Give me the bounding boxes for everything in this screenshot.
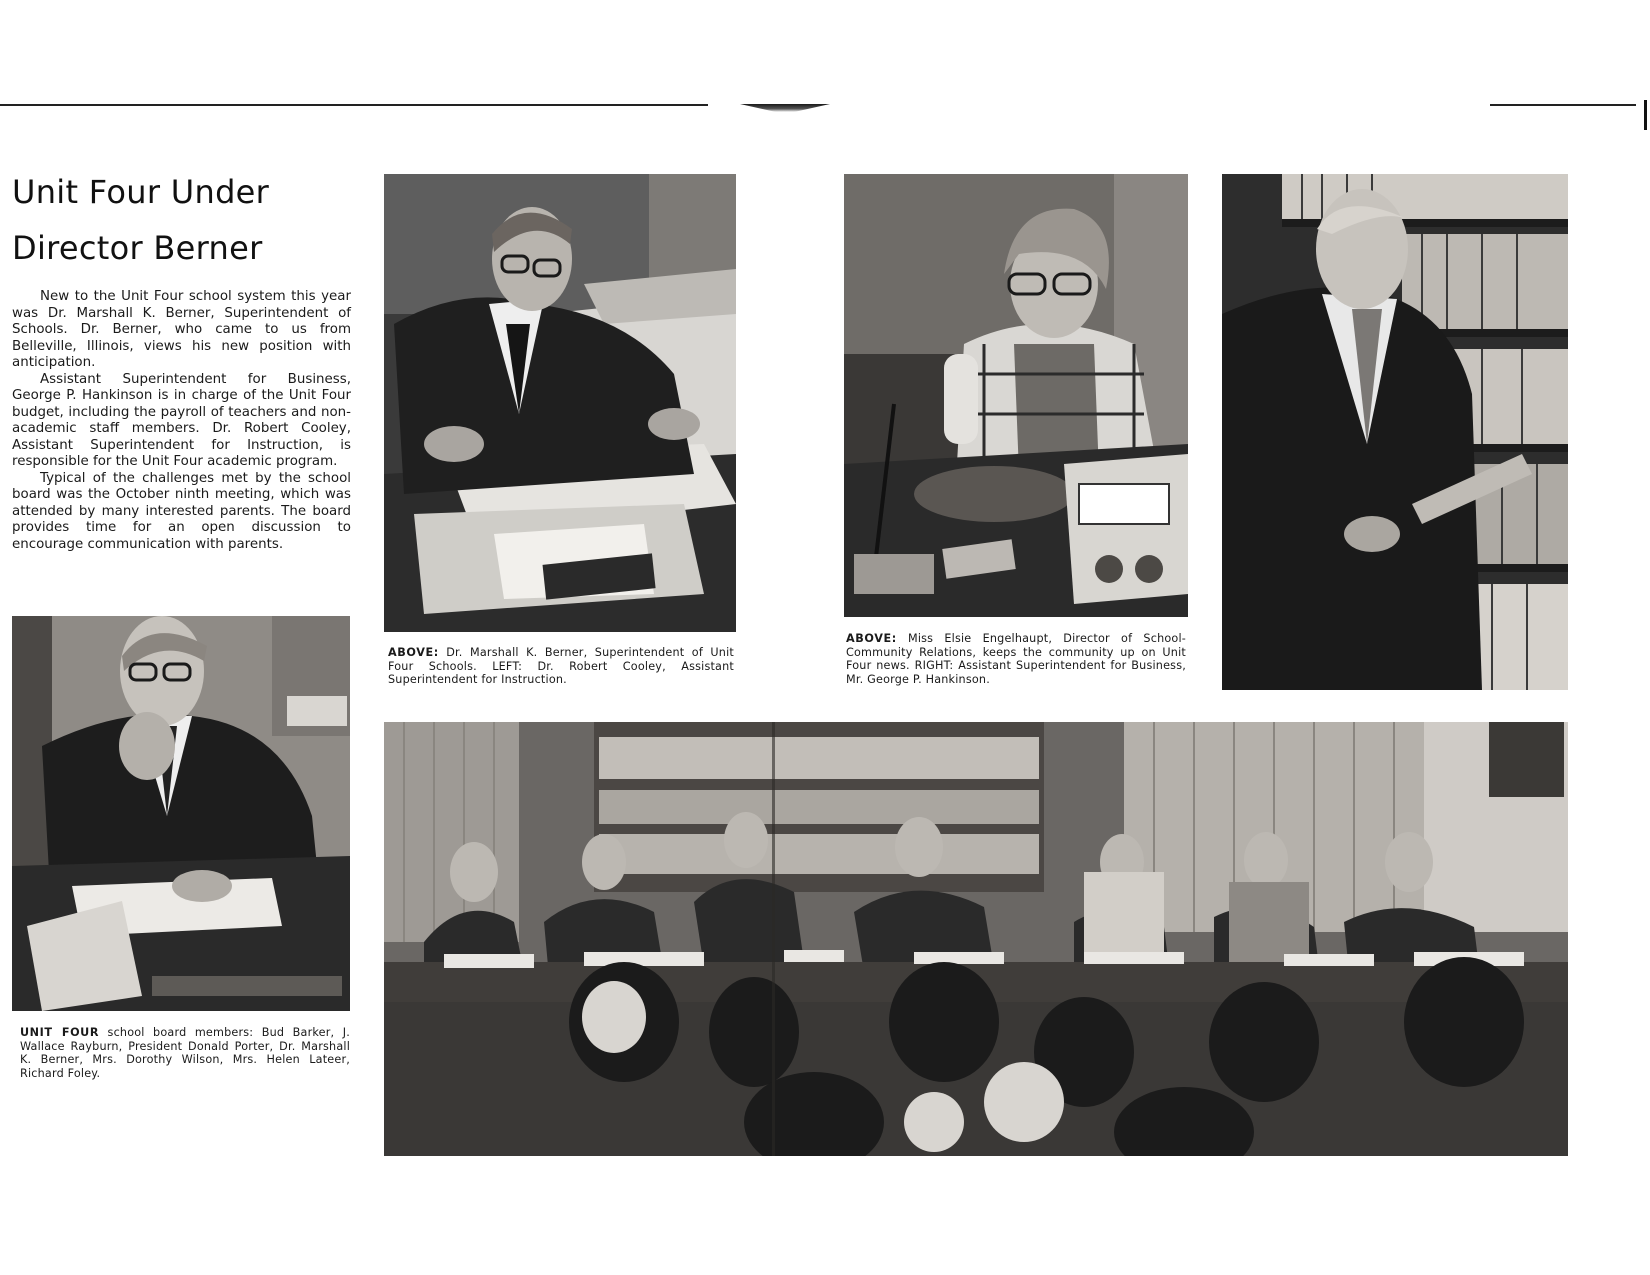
caption-engelhaupt [846,632,1186,686]
scan-edge-left [0,104,708,106]
photo-hankinson [1222,174,1568,690]
article-paragraph: New to the Unit Four school system this year was Dr. Marshall K. Berner, Superintendent of Schools. Dr. Berner, who came to us from Belleville, Illinois, views his new position with anticipation. [12,289,351,370]
caption-lead: ABOVE: [388,646,439,659]
caption-lead: ABOVE: [846,632,897,645]
caption-board [20,1026,350,1080]
article-paragraph: Assistant Superintendent for Business, George P. Hankinson is in charge of the Unit Four budget, including the payroll of teachers and non-academic staff members. Dr. Robert Cooley, Assistant Superintendent for Instruction, is responsible for the Unit Four academic program. [12,371,351,469]
page-gutter [740,104,830,112]
photo-engelhaupt [844,174,1188,617]
scan-edge-right [1490,104,1636,106]
caption-text: Miss Elsie Engelhaupt, Director of School-Community Relations, keeps the community up on Unit Four news. RIGHT: Assistant Superintendent for Business, Mr. George P. Hankinson. [846,632,1186,686]
article-body [12,289,351,553]
caption-text: school board members: Bud Barker, J. Wallace Rayburn, President Donald Porter, Dr. Marshall K. Berner, Mrs. Dorothy Wilson, Mrs. Helen Lateer, Richard Foley. [20,1026,351,1080]
photo-cooley [12,616,350,1011]
caption-lead: UNIT FOUR [20,1026,100,1039]
headline-line-1: Unit Four Under [12,173,270,211]
article-paragraph: Typical of the challenges met by the school board was the October ninth meeting, which was attended by many interested parents. The board provides time for an open discussion to encourage communication with parents. [12,470,351,552]
caption-text: Dr. Marshall K. Berner, Superintendent of Unit Four Schools. LEFT: Dr. Robert Cooley, Assistant Superintendent for Instruction. [388,646,734,687]
article-headline [12,164,352,276]
photo-berner-at-desk [384,174,736,632]
scan-edge-mark [1644,100,1647,130]
photo-board-meeting [384,722,1568,1156]
caption-berner [388,646,734,687]
headline-line-2: Director Berner [12,229,263,267]
